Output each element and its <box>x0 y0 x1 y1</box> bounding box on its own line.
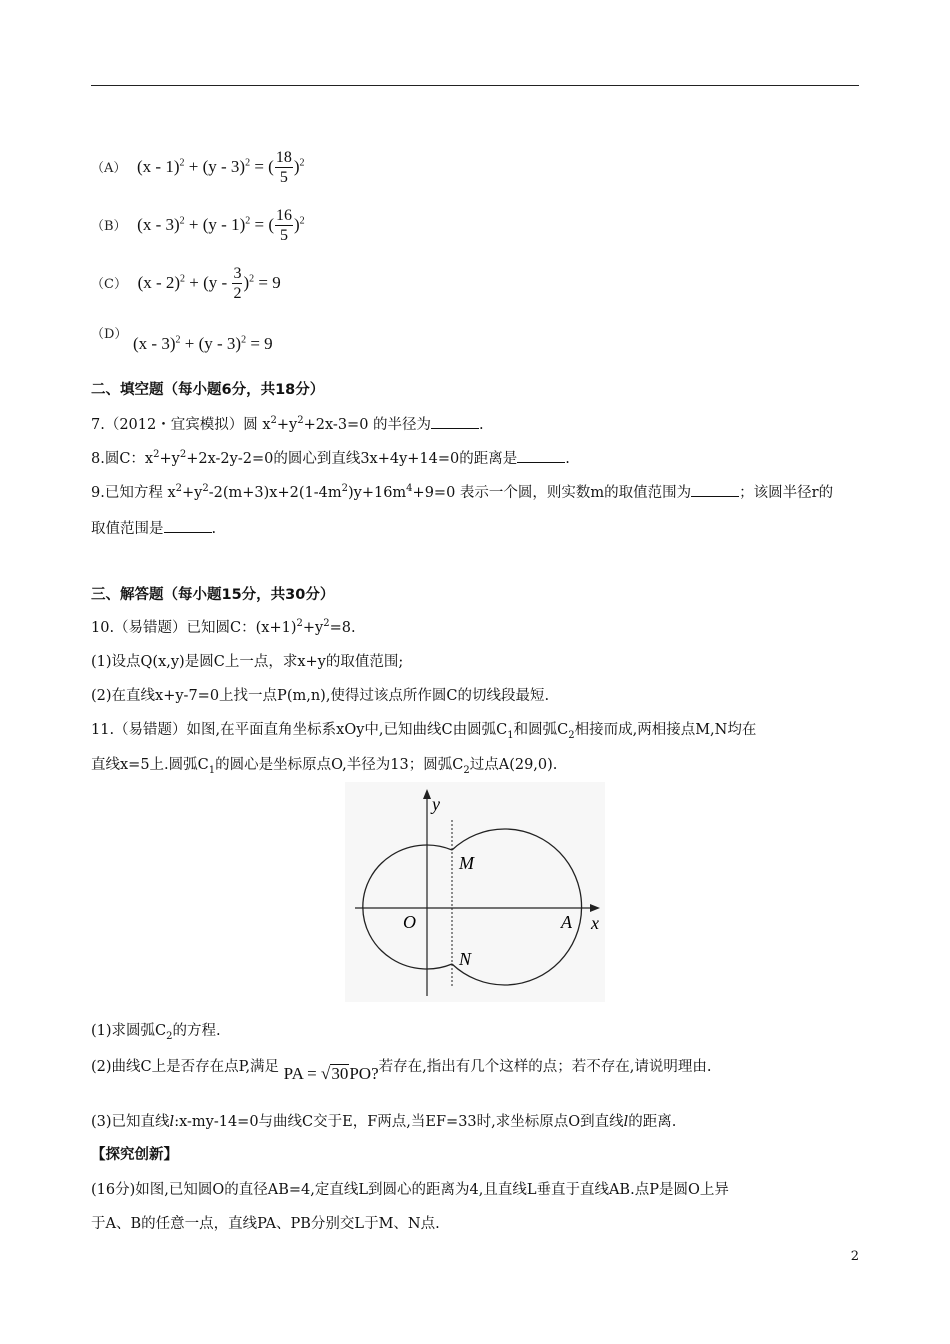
point-a-label: A <box>561 912 572 932</box>
question-7: 7.（2012・宜宾模拟）圆 $x^2+y^2+2x-3=0$ 的半径为 . <box>91 415 484 433</box>
section-2-title: 二、填空题（每小题6分，共18分） <box>91 382 325 398</box>
option-c: （C） (x - 2)$^2$ + (y - $\frac{3}{2}$ )$^2$ = 9 <box>91 265 281 302</box>
question-9: 9.已知方程 $x^2+y^2-2(m+3)x+2(1-4m^2)y+16m^4+9=0$ 表示一个圆，则实数m的取值范围为 ；该圆半径r的 <box>91 483 834 501</box>
y-axis-arrow <box>423 789 431 799</box>
explore-line1: (16分)如图,已知圆O的直径AB=4,定直线L到圆心的距离为4,且直线L垂直于直线AB.点P是圆O上异 <box>91 1182 729 1198</box>
question-9-line2: 取值范围是 . <box>91 518 216 539</box>
question-11-line2: 直线x=5上.圆弧$C_1$的圆心是坐标原点O,半径为13；圆弧$C_2$过点A(29,0). <box>91 757 558 776</box>
option-b: （B） (x - 3)$^2$ + (y - 1)$^2$ = ( $\frac{16}{5}$ )$^2$ <box>91 207 305 244</box>
point-m-label: M <box>459 853 474 873</box>
header-rule <box>91 85 859 86</box>
question-11-part2: (2)曲线C上是否存在点P,满足 PA = √30PO?若存在,指出有几个这样的点；若不存在,请说明理由. <box>91 1059 712 1083</box>
curve-figure <box>345 782 605 1002</box>
question-10-part1: (1)设点Q(x,y)是圆C上一点，求x+y的取值范围; <box>91 654 404 670</box>
option-d-formula: (x - 3)$^2$ + (y - 3)$^2$ = 9 <box>133 334 273 353</box>
origin-label: O <box>403 912 416 932</box>
curve-diagram <box>345 782 605 1002</box>
question-10: 10.（易错题）已知圆C：$(x+1)^2+y^2=8$. <box>91 618 356 636</box>
section-3-title: 三、解答题（每小题15分，共30分） <box>91 587 335 603</box>
question-11-part1: (1)求圆弧$C_2$的方程. <box>91 1023 221 1042</box>
question-8: 8.圆C：$x^2+y^2+2x-2y-2=0$的圆心到直线3x+4y+14=0的距离是 . <box>91 449 570 467</box>
option-a: （A） (x - 1)$^2$ + (y - 3)$^2$ = ( $\frac{18}{5}$ )$^2$ <box>91 149 305 186</box>
y-label: y <box>432 794 440 814</box>
x-label: x <box>591 913 599 933</box>
question-11-part3: (3)已知直线l:x-my-14=0与曲线C交于E，F两点,当EF=33时,求坐标原点O到直线l的距离. <box>91 1114 677 1130</box>
answer-blank[interactable] <box>517 448 565 463</box>
pa-formula: PA = √30PO? <box>283 1064 379 1083</box>
answer-blank[interactable] <box>431 414 479 429</box>
explore-title: 【探究创新】 <box>91 1147 178 1163</box>
page-number: 2 <box>850 1249 859 1264</box>
question-11-line1: 11.（易错题）如图,在平面直角坐标系xOy中,已知曲线C由圆弧$C_1$和圆弧$C_2$相接而成,两相接点M,N均在 <box>91 722 757 741</box>
question-10-part2: (2)在直线x+y-7=0上找一点P(m,n),使得过该点所作圆C的切线段最短. <box>91 688 550 704</box>
answer-blank[interactable] <box>691 482 739 497</box>
explore-line2: 于A、B的任意一点，直线PA、PB分别交L于M、N点. <box>91 1216 440 1232</box>
answer-blank[interactable] <box>164 518 212 533</box>
x-axis-arrow <box>590 904 600 912</box>
point-n-label: N <box>459 949 472 969</box>
option-d: （D） <box>91 327 128 342</box>
arc-c1 <box>363 845 452 969</box>
